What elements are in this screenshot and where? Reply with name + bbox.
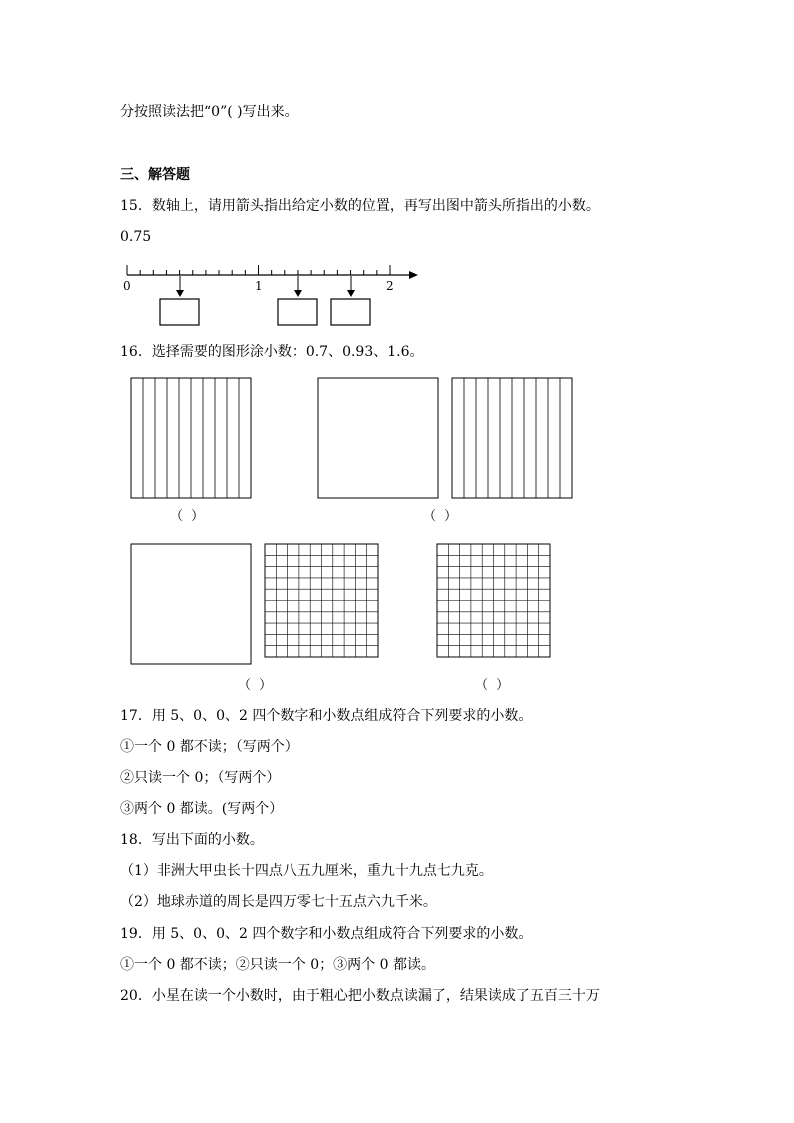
question-18-2: （2）地球赤道的周长是四万零七十五点六九千米。 bbox=[120, 894, 437, 910]
question-19-a: ①一个 0 都不读；②只读一个 0；③两个 0 都读。 bbox=[120, 957, 435, 973]
answer-box-3[interactable] bbox=[331, 299, 370, 325]
question-19: 19．用 5、0、0、2 四个数字和小数点组成符合下列要求的小数。 bbox=[120, 926, 533, 942]
arrow-3-head bbox=[347, 290, 355, 297]
number-line-label-1: 1 bbox=[255, 279, 263, 293]
number-line-label-2: 2 bbox=[386, 279, 394, 293]
answer-paren-3[interactable]: （ ） bbox=[238, 678, 275, 693]
question-17: 17．用 5、0、0、2 四个数字和小数点组成符合下列要求的小数。 bbox=[120, 708, 533, 724]
number-line bbox=[123, 265, 418, 325]
plain-square-1[interactable] bbox=[318, 378, 438, 498]
section-heading: 三、解答题 bbox=[120, 167, 190, 183]
number-line-label-0: 0 bbox=[123, 279, 131, 293]
question-16: 16．选择需要的图形涂小数：0.7、0.93、1.6。 bbox=[120, 344, 424, 360]
question-17-a: ①一个 0 都不读；（写两个） bbox=[120, 739, 299, 755]
number-line-arrowhead bbox=[409, 271, 418, 279]
question-17-b: ②只读一个 0；（写两个） bbox=[120, 770, 281, 786]
answer-paren-4[interactable]: （ ） bbox=[475, 678, 512, 693]
question-20: 20．小星在读一个小数时，由于粗心把小数点读漏了，结果读成了五百三十万 bbox=[120, 988, 600, 1004]
plain-square-2[interactable] bbox=[131, 544, 251, 664]
question-17-c: ③两个 0 都读。(写两个） bbox=[120, 801, 284, 817]
hundred-grid-2[interactable] bbox=[437, 544, 550, 657]
question-18-1: （1）非洲大甲虫长十四点八五九厘米，重九十九点七九克。 bbox=[120, 863, 493, 879]
striped-square-2[interactable] bbox=[452, 378, 572, 498]
text-line-continuation: 分按照读法把“0”( )写出来。 bbox=[120, 104, 299, 120]
answer-box-2[interactable] bbox=[278, 299, 317, 325]
question-15: 15．数轴上，请用箭头指出给定小数的位置，再写出图中箭头所指出的小数。 bbox=[120, 198, 600, 214]
answer-box-1[interactable] bbox=[160, 299, 199, 325]
answer-paren-1[interactable]: （ ） bbox=[170, 509, 207, 524]
answer-paren-2[interactable]: （ ） bbox=[423, 509, 460, 524]
hundred-grid-1[interactable] bbox=[265, 544, 378, 657]
striped-square-1[interactable] bbox=[131, 378, 251, 498]
question-15-value: 0.75 bbox=[120, 229, 152, 245]
arrow-2-head bbox=[294, 290, 302, 297]
question-18: 18．写出下面的小数。 bbox=[120, 832, 264, 848]
arrow-1-head bbox=[176, 290, 184, 297]
